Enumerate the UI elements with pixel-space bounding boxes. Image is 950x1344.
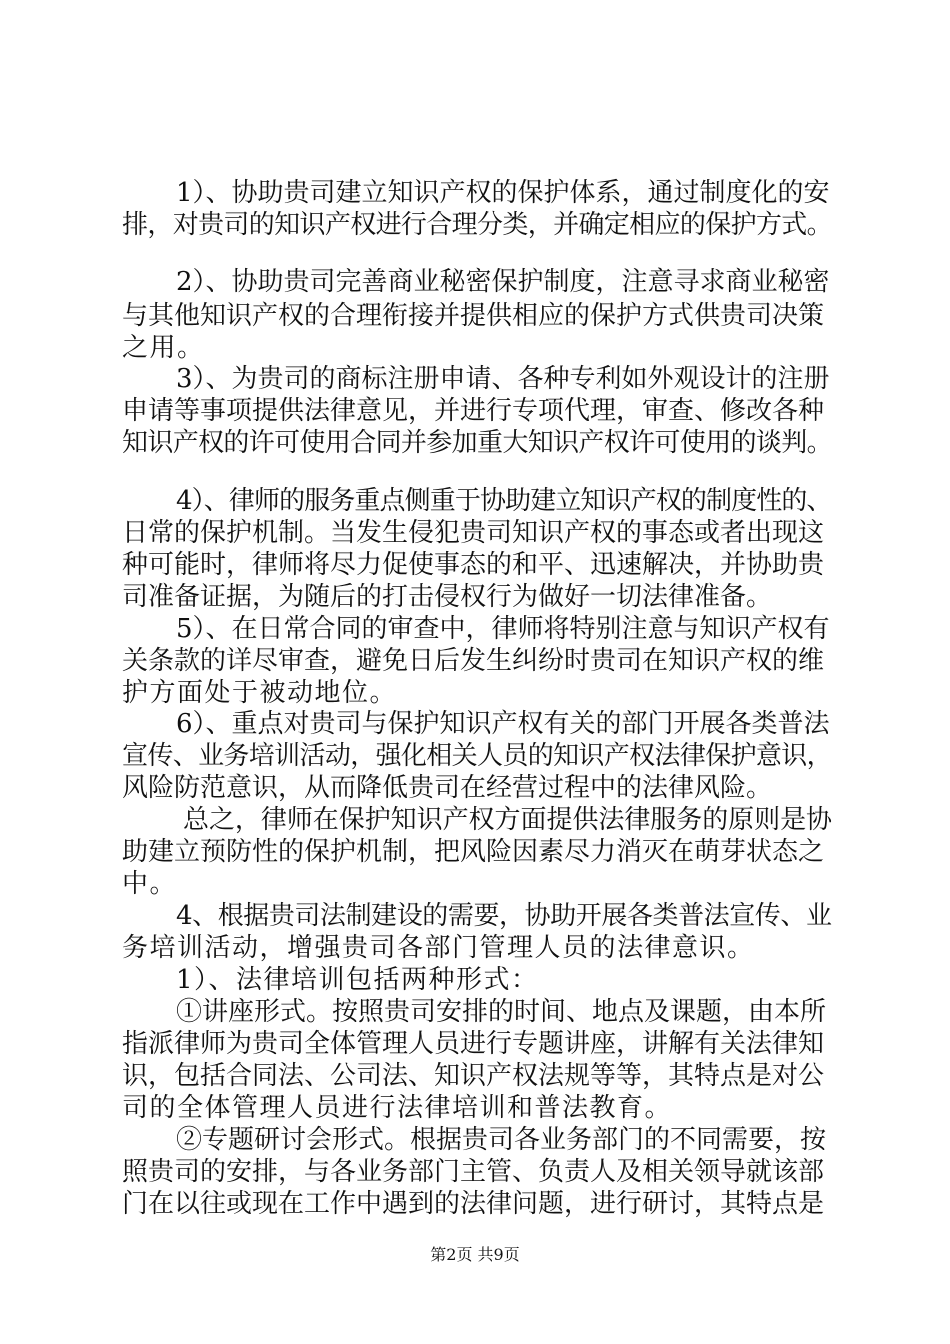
text-line: 与其他知识产权的合理衔接并提供相应的保护方式供贵司决策 [122, 301, 825, 331]
text-line: 总之，律师在保护知识产权方面提供法律服务的原则是协 [183, 805, 833, 835]
text-line: 风险防范意识，从而降低贵司在经营过程中的法律风险。 [122, 773, 773, 803]
text-line: 4）、律师的服务重点侧重于协助建立知识产权的制度性的、 [176, 486, 832, 516]
text-line: ①讲座形式。按照贵司安排的时间、地点及课题，由本所 [176, 997, 827, 1027]
text-line: 司准备证据，为随后的打击侵权行为做好一切法律准备。 [122, 582, 773, 612]
text-line: 照贵司的安排，与各业务部门主管、负责人及相关领导就该部 [122, 1157, 825, 1187]
text-line: 4、根据贵司法制建设的需要，协助开展各类普法宣传、业 [176, 901, 832, 931]
text-line: 6）、重点对贵司与保护知识产权有关的部门开展各类普法 [176, 709, 830, 739]
text-line: 护方面处于被动地位。 [122, 678, 398, 708]
text-line: 识，包括合同法、公司法、知识产权法规等等，其特点是对公 [122, 1061, 825, 1091]
text-line: 之用。 [122, 333, 205, 363]
text-line: 知识产权的许可使用合同并参加重大知识产权许可使用的谈判。 [122, 428, 833, 458]
text-line: 1）、法律培训包括两种形式： [176, 965, 539, 995]
text-line: ②专题研讨会形式。根据贵司各业务部门的不同需要，按 [176, 1125, 827, 1155]
text-line: 关条款的详尽审查，避免日后发生纠纷时贵司在知识产权的维 [122, 646, 825, 676]
text-line: 排，对贵司的知识产权进行合理分类，并确定相应的保护方式。 [122, 210, 833, 240]
page-number-footer: 第2页 共9页 [430, 1245, 520, 1264]
text-line: 5）、在日常合同的审查中，律师将特别注意与知识产权有 [176, 614, 830, 644]
text-line: 宣传、业务培训活动，强化相关人员的知识产权法律保护意识， [122, 741, 833, 771]
text-line: 中。 [122, 869, 178, 899]
text-line: 指派律师为贵司全体管理人员进行专题讲座，讲解有关法律知 [122, 1029, 825, 1059]
text-line: 申请等事项提供法律意见，并进行专项代理，审查、修改各种 [122, 396, 825, 426]
text-line: 2）、协助贵司完善商业秘密保护制度，注意寻求商业秘密 [176, 267, 830, 297]
text-line: 种可能时，律师将尽力促使事态的和平、迅速解决，并协助贵 [122, 550, 825, 580]
text-line: 务培训活动，增强贵司各部门管理人员的法律意识。 [122, 933, 755, 963]
text-line: 助建立预防性的保护机制，把风险因素尽力消灭在萌芽状态之 [122, 837, 825, 867]
text-line: 1）、协助贵司建立知识产权的保护体系，通过制度化的安 [176, 178, 830, 208]
text-line: 司的全体管理人员进行法律培训和普法教育。 [122, 1093, 673, 1123]
text-line: 3）、为贵司的商标注册申请、各种专利如外观设计的注册 [176, 364, 830, 394]
text-line: 日常的保护机制。当发生侵犯贵司知识产权的事态或者出现这 [122, 518, 825, 548]
text-line: 门在以往或现在工作中遇到的法律问题，进行研讨，其特点是 [122, 1189, 825, 1219]
